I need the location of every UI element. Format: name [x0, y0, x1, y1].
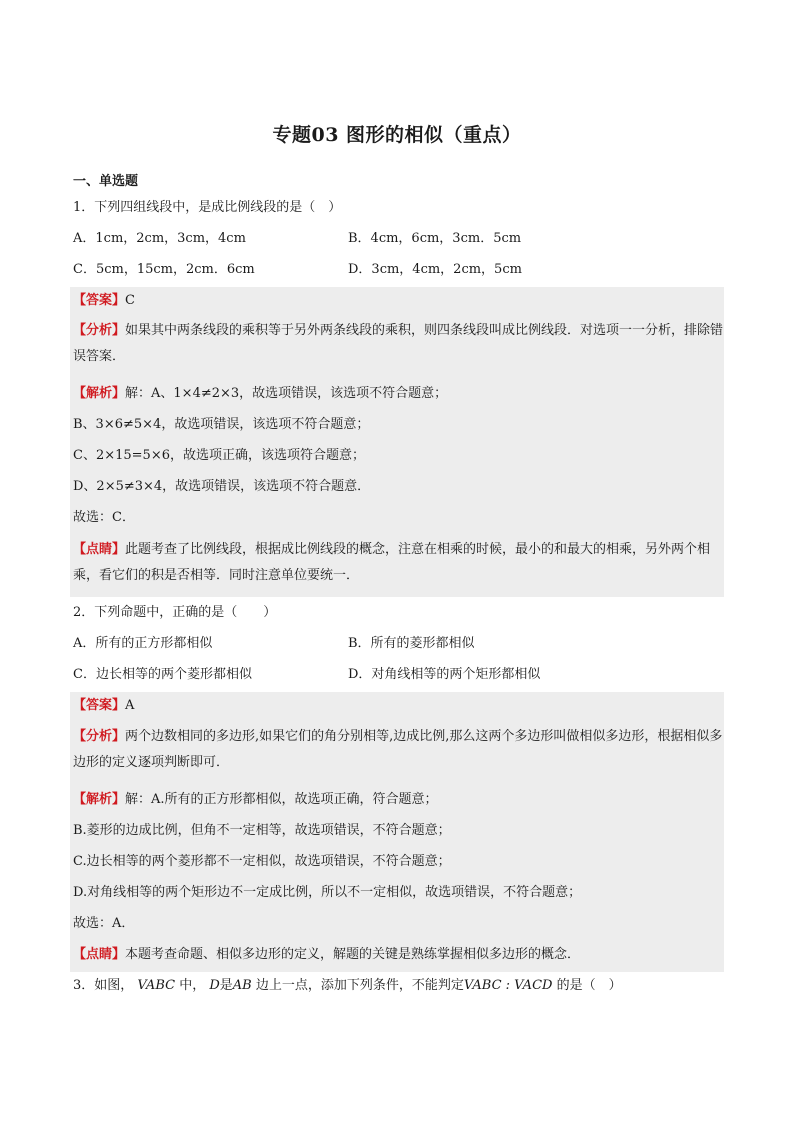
solution-text: 解：A、1×4≠2×3，故选项错误，该选项不符合题意；	[125, 386, 448, 401]
answer-value: A	[125, 698, 135, 713]
answer-value: C	[125, 293, 135, 308]
analysis-text: 两个边数相同的多边形,如果它们的角分别相等,边成比例,那么这两个多边形叫做相似多边形，根据相似多边形的定义逐项判断即可．	[73, 729, 723, 770]
q2-solution-line: B.菱形的边成比例，但角不一定相等，故选项错误，不符合题意；	[73, 823, 451, 838]
q1-solution-line	[73, 385, 447, 403]
answer-tag: 【答案】	[73, 293, 126, 308]
analysis-tag: 【分析】	[73, 323, 126, 338]
q2-stem: 2．下列命题中，正确的是（ ）	[73, 605, 277, 620]
q1-solution-line: C、2×15=5×6，故选项正确，该选项符合题意；	[73, 448, 365, 463]
solution-tag: 【解析】	[73, 792, 126, 807]
q1-option-d: D．3cm，4cm，2cm，5cm	[348, 262, 522, 277]
q2-option-a: A．所有的正方形都相似	[73, 636, 213, 651]
answer-tag: 【答案】	[73, 698, 126, 713]
q1-answer	[73, 292, 135, 310]
q3-prefix: 3．如图，	[73, 978, 134, 993]
q1-solution-line: D、2×5≠3×4，故选项错误，该选项不符合题意．	[73, 479, 371, 494]
q3-stem	[73, 977, 622, 995]
comment-tag: 【点睛】	[73, 542, 126, 557]
q1-option-c: C．5cm，15cm，2cm．6cm	[73, 262, 255, 277]
section-heading: 一、单选题	[73, 174, 139, 189]
q1-solution-line: B、3×6≠5×4，故选项错误，该选项不符合题意；	[73, 417, 370, 432]
comment-tag: 【点睛】	[73, 947, 126, 962]
q1-stem: 1．下列四组线段中，是成比例线段的是（ ）	[73, 200, 342, 215]
q3-segment: AB	[232, 978, 252, 993]
comment-text: 本题考查命题、相似多边形的定义，解题的关键是熟练掌握相似多边形的概念．	[125, 947, 581, 962]
q2-option-b: B．所有的菱形都相似	[348, 636, 475, 651]
q2-answer	[73, 697, 134, 715]
q3-text: 是	[219, 978, 233, 993]
q2-solution-line: D.对角线相等的两个矩形边不一定成比例，所以不一定相似，故选项错误，不符合题意；	[73, 885, 582, 900]
q3-point: D	[209, 978, 220, 993]
q1-analysis	[73, 318, 724, 370]
analysis-tag: 【分析】	[73, 729, 126, 744]
solution-tag: 【解析】	[73, 386, 126, 401]
q2-comment	[73, 946, 580, 964]
q3-triangle: VABC	[137, 978, 176, 993]
comment-text: 此题考查了比例线段，根据成比例线段的概念，注意在相乘的时候，最小的和最大的相乘，另外两个相乘，看它们的积是否相等．同时注意单位要统一．	[73, 542, 711, 583]
analysis-text: 如果其中两条线段的乘积等于另外两条线段的乘积，则四条线段叫成比例线段．对选项一一分析，排除错误答案．	[73, 323, 724, 364]
q3-text: 边上一点，添加下列条件，不能判定	[251, 978, 464, 993]
q3-text: 中，	[175, 978, 206, 993]
q1-comment	[73, 537, 724, 589]
q3-similarity: VABC : VACD	[463, 978, 553, 993]
q3-suffix: 的是（ ）	[552, 978, 622, 993]
q2-analysis	[73, 724, 724, 776]
q2-solution-line: C.边长相等的两个菱形都不一定相似，故选项错误，不符合题意；	[73, 854, 451, 869]
q2-solution-line: 故选：A．	[73, 916, 135, 931]
q1-solution-line: 故选：C．	[73, 510, 135, 525]
solution-text: 解：A.所有的正方形都相似，故选项正确，符合题意；	[125, 792, 438, 807]
page-title: 专题03 图形的相似（重点）	[272, 124, 522, 146]
q2-solution-line	[73, 791, 438, 809]
q2-option-d: D．对角线相等的两个矩形都相似	[348, 667, 541, 682]
q2-option-c: C．边长相等的两个菱形都相似	[73, 667, 252, 682]
q1-option-a: A．1cm，2cm，3cm，4cm	[73, 231, 246, 246]
q1-option-b: B．4cm，6cm，3cm．5cm	[348, 231, 522, 246]
